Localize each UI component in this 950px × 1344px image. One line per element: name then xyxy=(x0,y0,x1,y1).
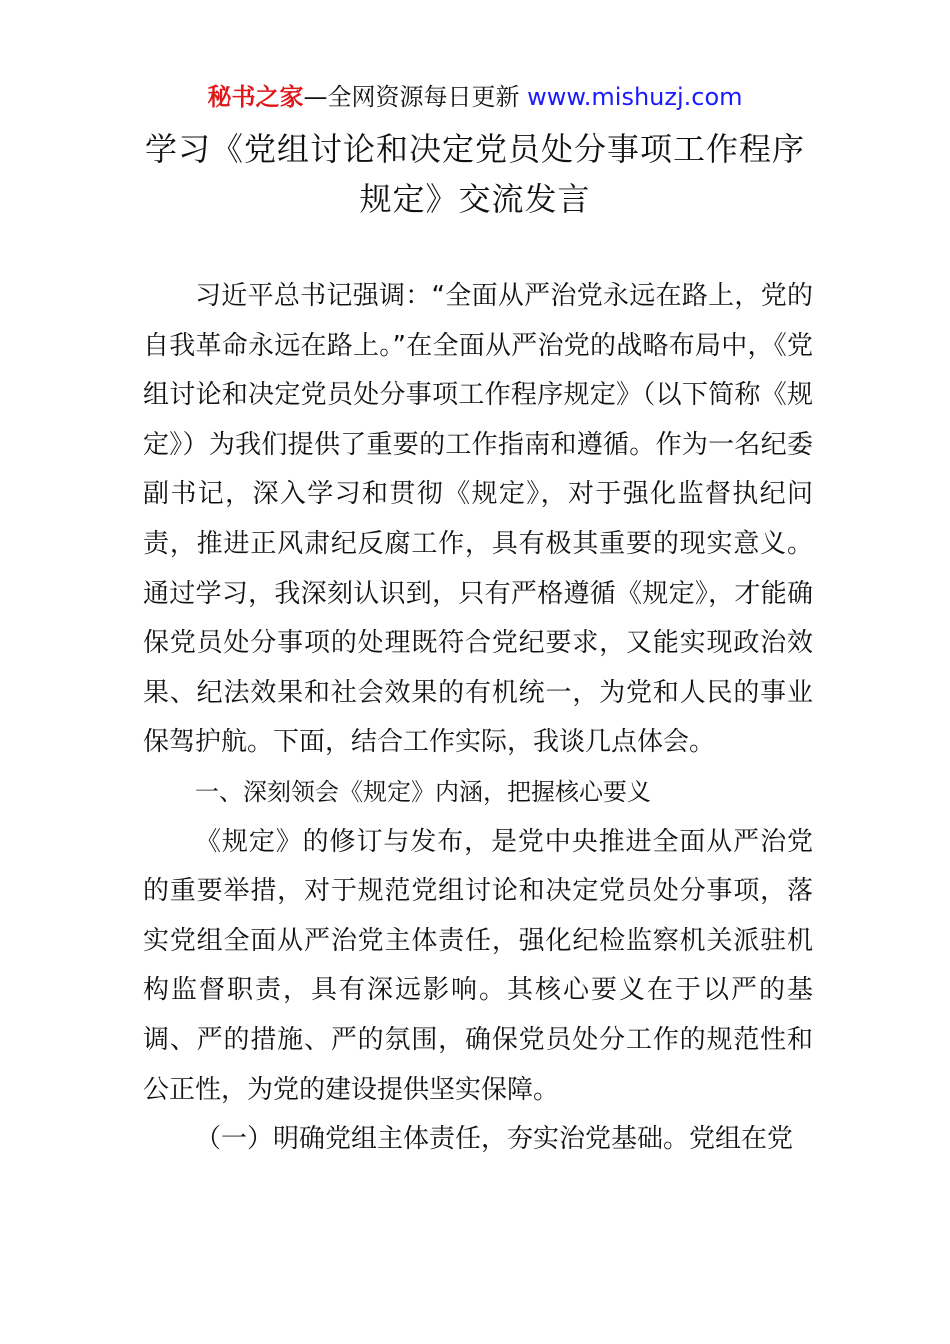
body-paragraph-1: 习近平总书记强调：“全面从严治党永远在路上，党的自我革命永远在路上。”在全面从严治党的战略布局中，《党组讨论和决定党员处分事项工作程序规定》（以下简称《规定》）为我们提供了重要的工作指南和遵循。作为一名纪委副书记，深入学习和贯彻《规定》，对于强化监督执纪问责，推进正风肃纪反腐工作，具有极其重要的现实意义。通过学习，我深刻认识到，只有严格遵循《规定》，才能确保党员处分事项的处理既符合党纪要求，又能实现政治效果、纪法效果和社会效果的有机统一，为党和人民的事业保驾护航。下面，结合工作实际，我谈几点体会。 xyxy=(143,281,813,758)
site-url-link[interactable]: www.mishuzj.com xyxy=(527,83,743,111)
site-brand: 秘书之家 xyxy=(207,83,304,111)
site-tagline: —全网资源每日更新 xyxy=(303,83,520,111)
document-body xyxy=(143,272,813,1165)
body-paragraph-3: （一）明确党组主体责任，夯实治党基础。党组在党 xyxy=(195,1124,794,1155)
document-title xyxy=(100,124,850,224)
body-paragraph-2: 《规定》的修订与发布，是党中央推进全面从严治党的重要举措，对于规范党组讨论和决定党员处分事项，落实党组全面从严治党主体责任，强化纪检监察机关派驻机构监督职责，具有深远影响。其核心要义在于以严的基调、严的措施、严的氛围，确保党员处分工作的规范性和公正性，为党的建设提供坚实保障。 xyxy=(143,826,813,1105)
site-header xyxy=(0,80,950,114)
title-line-2: 规定》交流发言 xyxy=(359,180,591,218)
section-heading-1: 一、深刻领会《规定》内涵，把握核心要义 xyxy=(195,777,651,806)
title-line-1: 学习《党组讨论和决定党员处分事项工作程序 xyxy=(144,130,805,168)
